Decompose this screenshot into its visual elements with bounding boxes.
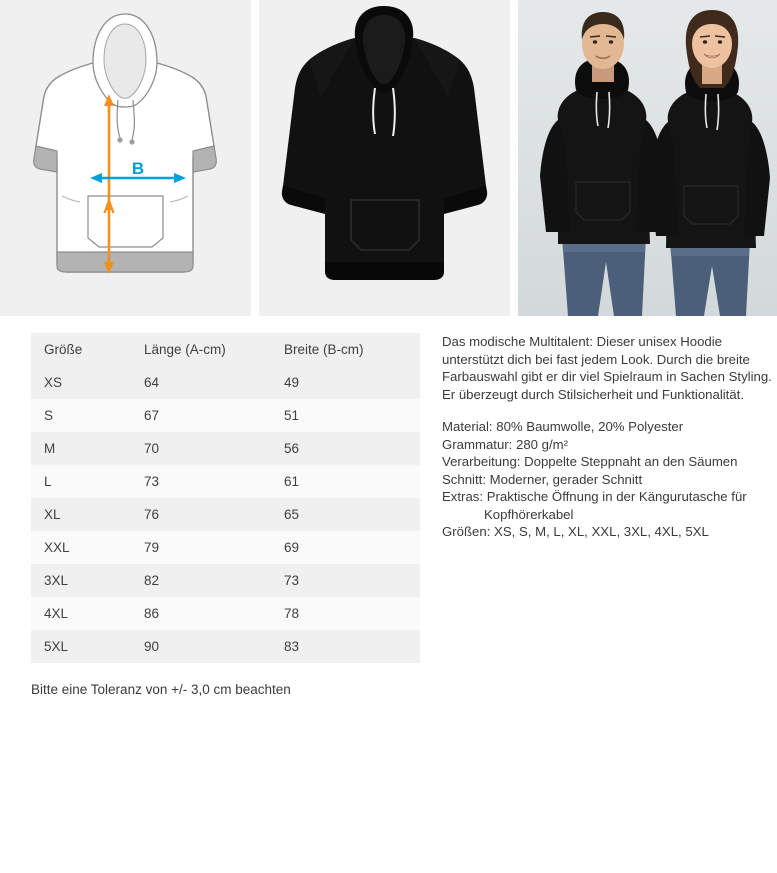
spec-fit: Schnitt: Moderner, gerader Schnitt (442, 471, 643, 487)
header-length: Länge (A-cm) (144, 342, 226, 357)
cell-size: XL (44, 507, 61, 522)
table-row (31, 366, 420, 399)
measure-label-b: B (131, 159, 145, 178)
cell-width: 61 (284, 474, 300, 489)
spec-grammage: Grammatur: 280 g/m² (442, 436, 569, 452)
details-section (0, 333, 777, 697)
cell-length: 79 (144, 540, 160, 555)
cell-length: 67 (144, 408, 160, 423)
cell-width: 49 (284, 375, 300, 390)
cell-size: S (44, 408, 54, 423)
table-row (31, 630, 420, 663)
table-row (31, 399, 420, 432)
cell-width: 73 (284, 573, 300, 588)
cell-length: 86 (144, 606, 160, 621)
table-row (31, 564, 420, 597)
product-image-row (0, 0, 777, 316)
spec-extras: Extras: Praktische Öffnung in der Kängurutasche für (442, 489, 747, 504)
cell-size: M (44, 441, 56, 456)
model-photo-panel (518, 0, 777, 316)
cell-width: 69 (284, 540, 300, 555)
cell-size: XXL (44, 540, 70, 555)
product-photo-panel (259, 0, 510, 316)
models-photo-svg (518, 0, 777, 316)
size-table (31, 333, 420, 663)
cell-size: L (44, 474, 52, 489)
cell-size: XS (44, 375, 63, 390)
cell-width: 83 (284, 639, 300, 654)
table-row (31, 465, 420, 498)
table-row (31, 531, 420, 564)
spec-material: Material: 80% Baumwolle, 20% Polyester (442, 419, 684, 434)
spec-processing: Verarbeitung: Doppelte Steppnaht an den Säumen (442, 454, 738, 469)
table-row (31, 432, 420, 465)
table-row (31, 597, 420, 630)
product-description (442, 333, 777, 697)
cell-width: 78 (284, 606, 300, 621)
cell-size: 4XL (44, 606, 69, 621)
header-size: Größe (44, 342, 83, 357)
cell-length: 70 (144, 441, 160, 456)
size-table-block (0, 333, 420, 697)
cell-length: 73 (144, 474, 160, 489)
cell-width: 65 (284, 507, 300, 522)
cell-width: 56 (284, 441, 300, 456)
cell-size: 3XL (44, 573, 69, 588)
tolerance-note: Bitte eine Toleranz von +/- 3,0 cm beachten (31, 682, 291, 697)
measure-label-a: A (102, 198, 116, 217)
size-table-header-row (31, 333, 420, 366)
description-intro: Das modische Multitalent: Dieser unisex Hoodie unterstützt dich bei fast jedem Look. Durch die breite Farbauswahl gibt er dir viel Spielraum in Sachen Styling. Er überzeugt durch Stilsicherheit und Funktionalität. (442, 334, 772, 402)
cell-width: 51 (284, 408, 300, 423)
hoodie-product-svg (259, 0, 510, 316)
cell-size: 5XL (44, 639, 69, 654)
cell-length: 90 (144, 639, 160, 654)
header-width: Breite (B-cm) (284, 342, 364, 357)
technical-drawing-panel (0, 0, 251, 316)
cell-length: 64 (144, 375, 160, 390)
technical-drawing-svg (0, 0, 251, 316)
table-row (31, 498, 420, 531)
cell-length: 76 (144, 507, 160, 522)
cell-length: 82 (144, 573, 160, 588)
spec-extras-cont: Kopfhörerkabel (484, 506, 574, 522)
spec-sizes: Größen: XS, S, M, L, XL, XXL, 3XL, 4XL, 5XL (442, 524, 709, 539)
